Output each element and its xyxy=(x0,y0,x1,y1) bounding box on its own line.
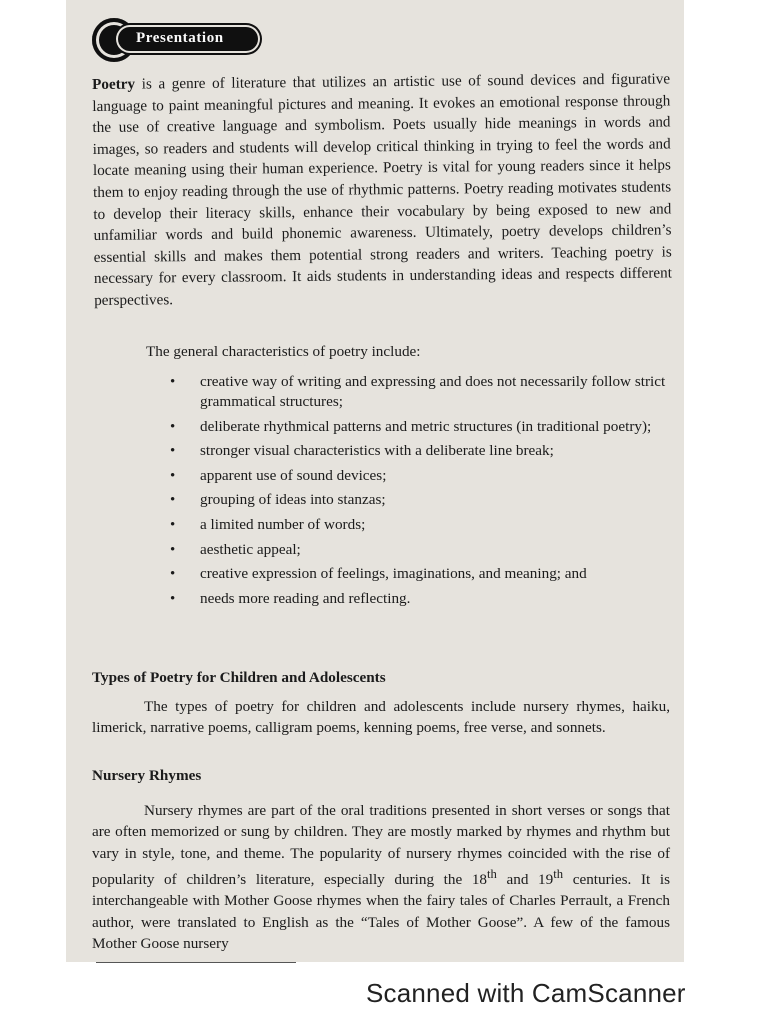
intro-paragraph xyxy=(92,68,672,311)
list-item: • creative expression of feelings, imaginations, and meaning; and xyxy=(168,564,670,584)
ordinal-suffix: th xyxy=(553,866,564,881)
nursery-text-1: Nursery rhymes are part of the oral traditions presented in short verses or songs that are often memorized or sung by children. They are mostly marked by rhymes and rhythm but vary in style, tone, and theme. The popularity of nursery rhymes coincided with the rise of popularity of children’s literature, especially during the 18 xyxy=(92,802,670,888)
nursery-text-3: centuries. It is interchangeable with Mother Goose rhymes when the fairy tales of Charles Perrault, a French author, were translated to English as the “Tales of Mother Goose”. A few of the famous Mother Goose nursery xyxy=(92,870,670,952)
nursery-heading: Nursery Rhymes xyxy=(92,767,202,784)
bottom-rule xyxy=(96,962,296,963)
list-item: • grouping of ideas into stanzas; xyxy=(168,490,670,510)
section-banner xyxy=(92,18,264,62)
ordinal-suffix: th xyxy=(487,866,497,881)
list-item: • deliberate rhythmical patterns and metric structures (in traditional poetry); xyxy=(168,417,670,437)
characteristics-lead: The general characteristics of poetry include: xyxy=(146,343,421,360)
list-item: • stronger visual characteristics with a deliberate line break; xyxy=(168,441,670,461)
nursery-text-2: and 19 xyxy=(496,870,554,888)
list-item: • a limited number of words; xyxy=(168,515,670,535)
characteristics-list xyxy=(168,372,670,613)
bleed-through-text xyxy=(270,6,690,58)
list-item: • creative way of writing and expressing and does not necessarily follow strict grammatical structures; xyxy=(168,372,670,412)
list-item: • needs more reading and reflecting. xyxy=(168,589,670,609)
nursery-paragraph xyxy=(92,800,670,954)
list-item: • aesthetic appeal; xyxy=(168,540,670,560)
list-item: • apparent use of sound devices; xyxy=(168,466,670,486)
types-paragraph: The types of poetry for children and adolescents include nursery rhymes, haiku, limerick, narrative poems, calligram poems, kenning poems, free verse, and sonnets. xyxy=(92,698,670,736)
scanner-watermark: Scanned with CamScanner xyxy=(366,978,686,1008)
intro-lead-word: Poetry xyxy=(92,75,136,93)
types-heading: Types of Poetry for Children and Adolescents xyxy=(92,669,386,686)
intro-text: is a genre of literature that utilizes an artistic use of sound devices and figurative language to paint meaningful pictures and meaning. It evokes an emotional response through the use of creative language and symbolism. Poets usually hide meanings in words and images, so readers and students will develop critical thinking in trying to feel the words and locate meaning using their human experience. Poetry is vital for young readers since it helps them to enjoy reading through the use of rhythmic patterns. Poetry reading motivates students to develop their literacy skills, enhance their vocabulary by being exposed to new and unfamiliar words and build phonemic awareness. Ultimately, poetry develops children’s essential skills and makes them potential strong readers and writers. Teaching poetry is necessary for every classroom. It aids students in understanding ideas and respects different perspectives. xyxy=(92,70,673,309)
section-label: Presentation xyxy=(136,30,224,46)
